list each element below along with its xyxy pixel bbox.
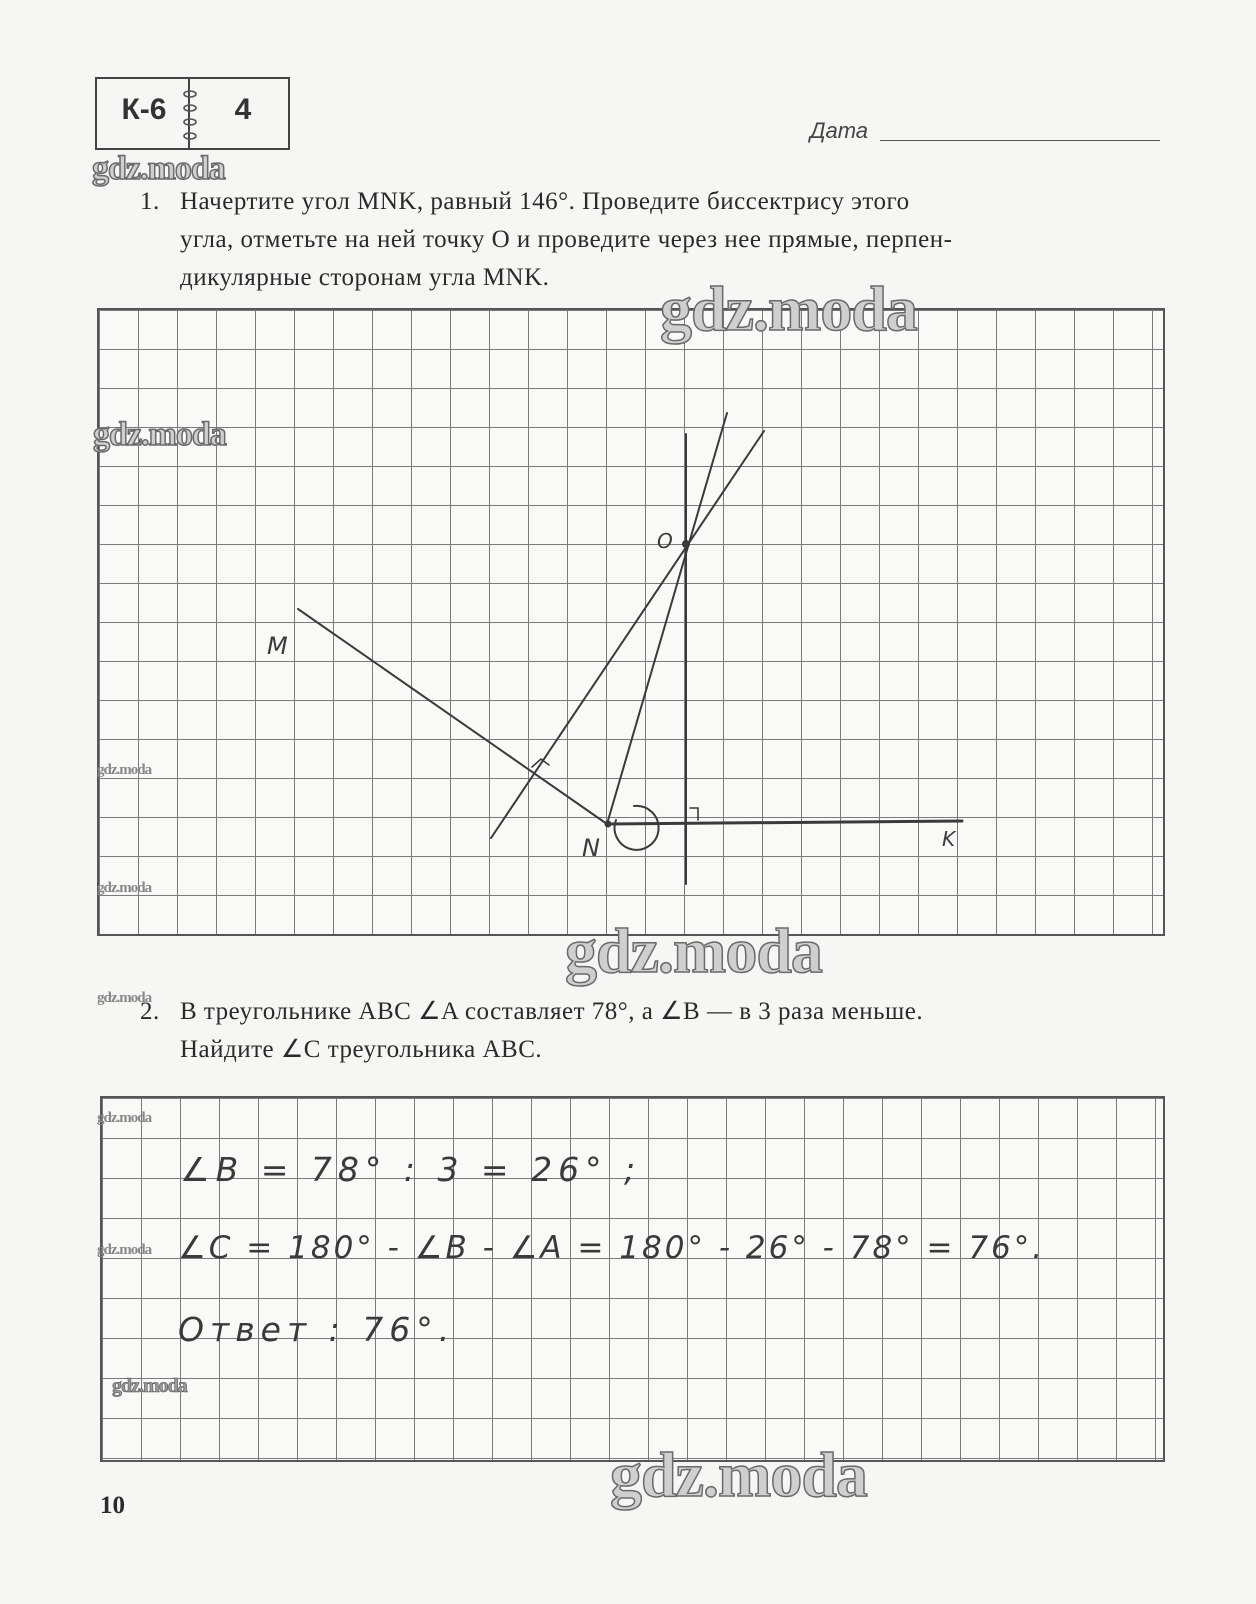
solution-line-2: ∠C = 180° - ∠B - ∠A = 180° - 26° - 78° = 76°. [178, 1230, 1046, 1266]
angle-arc [615, 806, 659, 850]
label-n: N [582, 834, 600, 862]
task-1-number: 1. [140, 188, 160, 215]
label-m: M [267, 632, 288, 660]
watermark: gdz.moda [660, 273, 917, 344]
watermark: gdz.moda [97, 880, 152, 896]
label-k: K [942, 827, 956, 851]
watermark: gdz.moda [610, 1439, 867, 1510]
label-o: O [657, 529, 673, 553]
task-2-line-1: В треугольнике ABC ∠A составляет 78°, а ∠B — в 3 раза меньше. [180, 998, 924, 1025]
task-1-line-3: дикулярные сторонам угла MNK. [180, 264, 550, 291]
task-1-line-1: Начертите угол MNK, равный 146°. Проведите биссектрису этого [180, 188, 910, 215]
watermark: gdz.moda [112, 1375, 187, 1397]
watermark: gdz.moda [93, 416, 226, 453]
variant-number: 4 [234, 93, 252, 126]
ray-nm [298, 609, 607, 824]
point-n [605, 821, 612, 828]
bisector [607, 413, 727, 824]
point-o [682, 540, 690, 548]
task-2-line-2: Найдите ∠C треугольника ABC. [180, 1036, 543, 1063]
task-1-line-2: угла, отметьте на ней точку O и проведите через нее прямые, перпен- [180, 226, 953, 253]
watermark: gdz.moda [92, 150, 225, 187]
ray-nk [607, 821, 962, 824]
watermark: gdz.moda [97, 1242, 152, 1258]
watermark: gdz.moda [97, 762, 152, 778]
watermark: gdz.moda [565, 915, 822, 986]
solution-answer: Ответ : 76°. [178, 1310, 456, 1349]
right-angle-mark-nk [690, 808, 698, 820]
task-2 [140, 993, 1160, 1069]
date-label: Дата [810, 118, 869, 143]
watermark: gdz.moda [97, 990, 152, 1006]
perpendicular-to-nm [491, 431, 764, 838]
solution-line-1: ∠B = 78° : 3 = 26° ; [180, 1150, 642, 1189]
task-2-number: 2. [140, 998, 160, 1025]
page-number: 10 [100, 1492, 125, 1519]
watermark: gdz.moda [97, 1110, 152, 1126]
test-code: К-6 [121, 93, 167, 126]
